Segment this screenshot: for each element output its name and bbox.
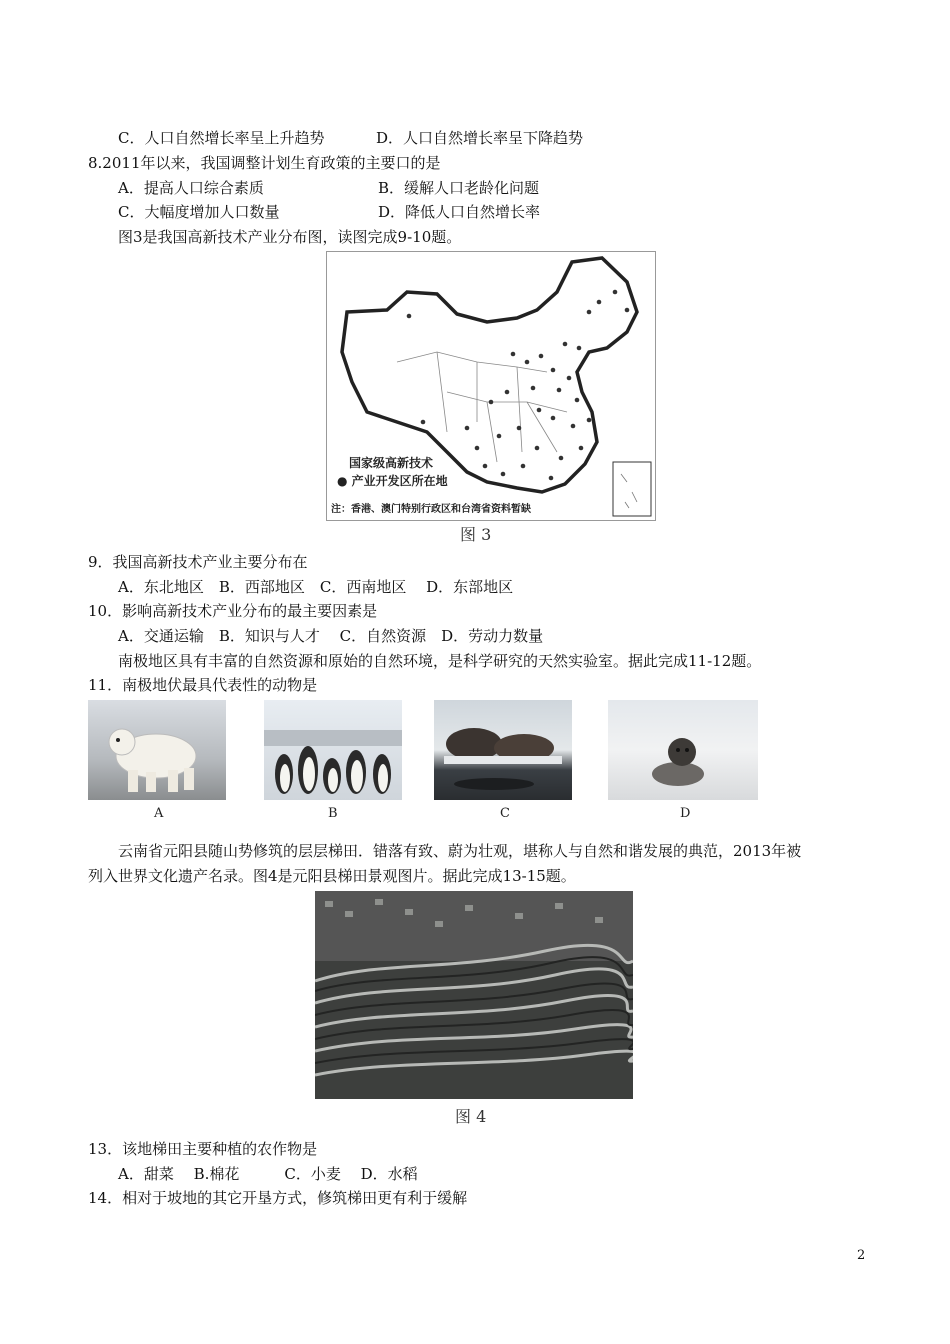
- terrace-photo: [315, 891, 633, 1099]
- seal-icon: [608, 700, 758, 800]
- q7-option-d: D．人口自然增长率呈下降趋势: [376, 129, 584, 147]
- q7-options: [118, 128, 583, 148]
- q8-option-a: A．提高人口综合素质: [118, 179, 264, 197]
- china-hightech-map: [326, 251, 656, 521]
- intro-q13-line2: 列入世界文化遗产名录。图4是元阳县梯田景观图片。据此完成13-15题。: [88, 867, 576, 885]
- q13-options: A．甜菜 B.棉花 C．小麦 D．水稻: [118, 1165, 418, 1183]
- south-china-sea-inset: [613, 462, 651, 516]
- q8-option-c: C．大幅度增加人口数量: [118, 203, 280, 221]
- q10-stem: 10．影响高新技术产业分布的最主要因素是: [88, 602, 378, 620]
- polar-bear-photo: [88, 700, 226, 800]
- legend-dot-icon: ●: [337, 474, 352, 488]
- q8-stem: 8.2011年以来，我国调整计划生育政策的主要口的是: [88, 154, 441, 172]
- polar-bear-icon: [88, 700, 226, 800]
- penguins-photo: [264, 700, 402, 800]
- walruses-photo: [434, 700, 572, 800]
- intro-q11: 南极地区具有丰富的自然资源和原始的自然环境，是科学研究的天然实验室。据此完成11-12题。: [118, 652, 762, 670]
- q9-options: A．东北地区 B．西部地区 C．西南地区 D．东部地区: [118, 578, 514, 596]
- q8-options-row1: [118, 178, 539, 198]
- map-note: 注：香港、澳门特别行政区和台湾省资料暂缺: [331, 504, 531, 515]
- q10-options: A．交通运输 B．知识与人才 C．自然资源 D．劳动力数量: [118, 627, 544, 645]
- walruses-icon: [434, 700, 572, 800]
- q8-option-b: B．缓解人口老龄化问题: [378, 179, 540, 197]
- q8-options-row2: [118, 202, 540, 222]
- intro-fig3: 图3是我国高新技术产业分布图，读图完成9-10题。: [118, 228, 462, 246]
- animal-label-b: B: [328, 806, 338, 821]
- animal-label-c: C: [500, 806, 510, 821]
- seal-photo: [608, 700, 758, 800]
- animal-label-d: D: [680, 806, 691, 821]
- fig4-caption: 图 4: [455, 1107, 487, 1126]
- map-legend-line2: ● 产业开发区所在地: [337, 474, 448, 488]
- q7-option-c: C．人口自然增长率呈上升趋势: [118, 129, 325, 147]
- fig3-caption: 图 3: [460, 525, 492, 544]
- q8-option-d: D．降低人口自然增长率: [378, 203, 541, 221]
- q9-stem: 9．我国高新技术产业主要分布在: [88, 553, 308, 571]
- page-number: 2: [857, 1248, 866, 1263]
- penguins-icon: [264, 700, 402, 800]
- q14-stem: 14．相对于坡地的其它开垦方式，修筑梯田更有利于缓解: [88, 1189, 468, 1207]
- intro-q13-line1: 云南省元阳县随山势修筑的层层梯田．错落有致、蔚为壮观，堪称人与自然和谐发展的典范，2013年被: [118, 842, 802, 860]
- q13-stem: 13．该地梯田主要种植的农作物是: [88, 1140, 318, 1158]
- animal-label-a: A: [154, 806, 164, 821]
- map-legend-line1: 国家级高新技术: [349, 456, 434, 470]
- q11-stem: 11．南极地伏最具代表性的动物是: [88, 676, 318, 694]
- rice-terrace-icon: [315, 891, 633, 1099]
